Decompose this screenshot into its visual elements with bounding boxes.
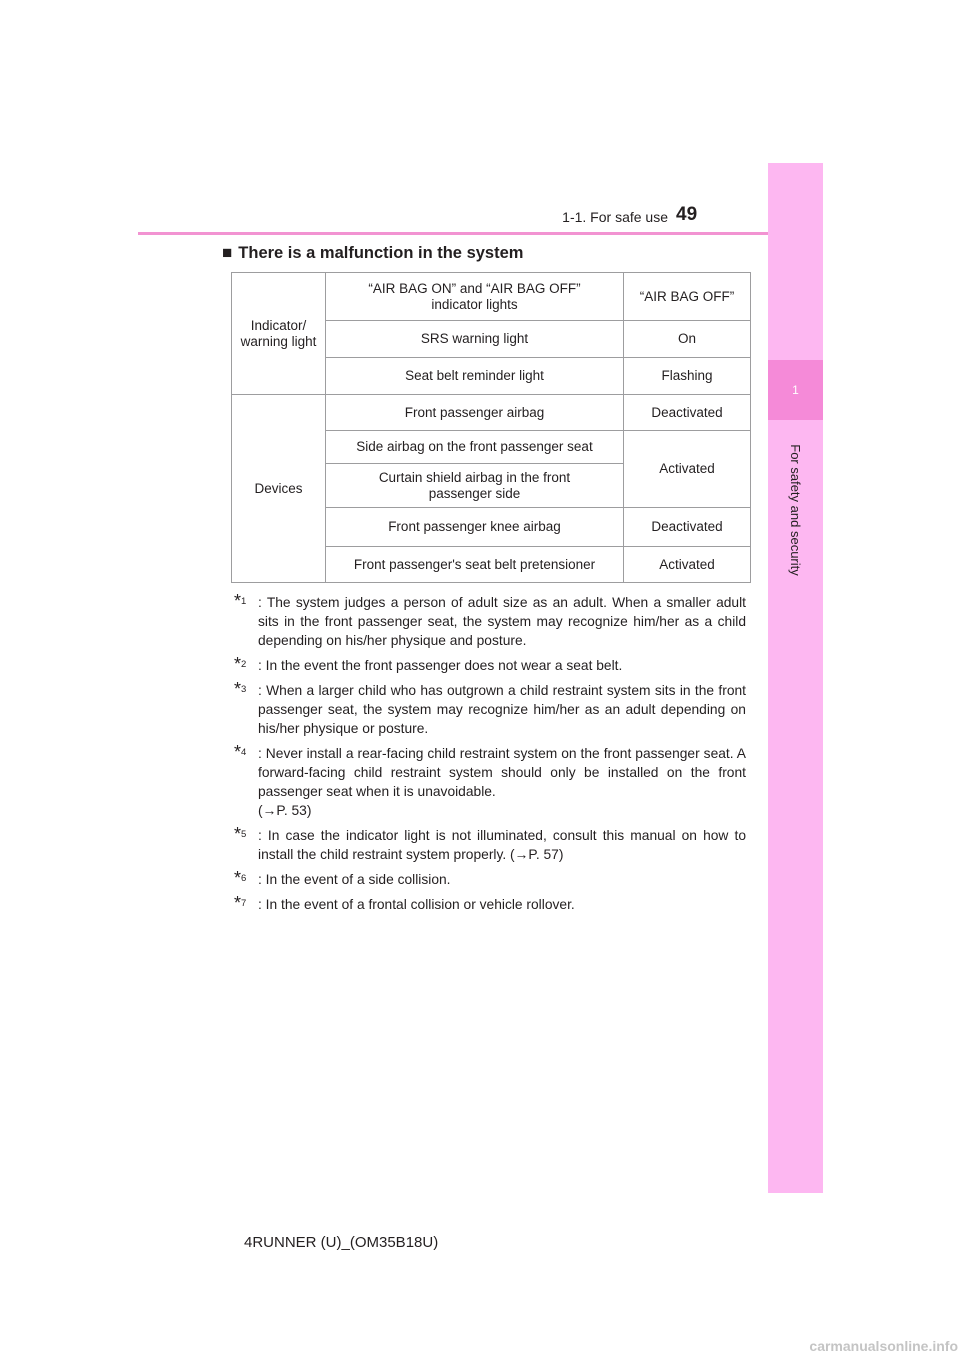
table-cell-item: SRS warning light <box>326 321 624 358</box>
footnotes <box>234 593 746 920</box>
footnote-text: : In case the indicator light is not illuminated, consult this manual on how to install the child restraint system properly. (→P. 57) <box>258 828 746 862</box>
footnote-1 <box>234 593 746 650</box>
chapter-side-tab <box>768 163 823 1193</box>
table-cell-state: Activated <box>624 431 751 508</box>
table-cell-item: Front passenger airbag <box>326 395 624 431</box>
table-row <box>232 273 751 321</box>
table-cell-item: Seat belt reminder light <box>326 358 624 395</box>
indicator-group-label: Indicator/ warning light <box>232 273 326 395</box>
footnote-text: : Never install a rear-facing child restraint system on the front passenger seat. A forward-facing child restraint system should only be installed on the front passenger seat when it is unavoidable. <box>258 746 746 799</box>
chapter-number-tab <box>768 360 823 420</box>
table-cell-item: Front passenger knee airbag <box>326 508 624 547</box>
chapter-title: For safety and security <box>788 444 803 576</box>
footnote-marker: *$^3$ <box>234 679 247 699</box>
table-cell-state: “AIR BAG OFF” <box>624 273 751 321</box>
footnote-marker: *$^5$ <box>234 824 247 844</box>
section-label: 1-1. For safe use <box>562 209 668 225</box>
footnote-marker: *$^7$ <box>234 893 247 913</box>
table-cell-item: Side airbag on the front passenger seat <box>326 431 624 464</box>
table-cell-state: Activated <box>624 547 751 583</box>
section-heading <box>222 243 742 263</box>
table-cell-state: On <box>624 321 751 358</box>
footnote-4 <box>234 744 746 801</box>
footnote-text: : When a larger child who has outgrown a child restraint system sits in the front passenger seat, the system may recognize him/her as an adult depending on his/her physique or posture. <box>258 683 746 736</box>
footnote-text: : The system judges a person of adult size as an adult. When a smaller adult sits in the front passenger seat, the system may recognize him/her as a child depending on his/her physique and posture. <box>258 595 746 648</box>
footnote-marker: *$^1$ <box>234 591 247 611</box>
page-number: 49 <box>676 204 698 225</box>
footnote-text: : In the event of a frontal collision or vehicle rollover. <box>258 897 575 912</box>
footnote-3 <box>234 681 746 738</box>
table-cell-state: Deactivated <box>624 395 751 431</box>
header-rule <box>138 232 822 235</box>
footnote-6 <box>234 870 746 889</box>
chapter-number: 1 <box>792 383 799 397</box>
footnote-5 <box>234 826 746 864</box>
table-row <box>232 395 751 431</box>
footnote-7 <box>234 895 746 914</box>
square-bullet-icon: ■ <box>222 243 233 262</box>
footnote-marker: *$^2$ <box>234 654 247 674</box>
table-cell-state: Flashing <box>624 358 751 395</box>
malfunction-status-table <box>231 272 751 583</box>
table-cell-item: Curtain shield airbag in the front passenger side <box>326 464 624 508</box>
watermark: carmanualsonline.info <box>809 1338 958 1354</box>
section-heading-text: There is a malfunction in the system <box>238 243 524 262</box>
footnote-text: : In the event the front passenger does not wear a seat belt. <box>258 658 623 673</box>
table-cell-state: Deactivated <box>624 508 751 547</box>
footnote-text: : In the event of a side collision. <box>258 872 451 887</box>
page-reference-link[interactable]: (→P. 53) <box>258 803 312 818</box>
footnote-marker: *$^4$ <box>234 742 247 762</box>
devices-group-label: Devices <box>232 395 326 583</box>
footnote-2 <box>234 656 746 675</box>
table-cell-item: Front passenger's seat belt pretensioner <box>326 547 624 583</box>
table-cell-item: “AIR BAG ON” and “AIR BAG OFF” indicator lights <box>326 273 624 321</box>
model-code-footer: 4RUNNER (U)_(OM35B18U) <box>244 1234 439 1251</box>
footnote-marker: *$^6$ <box>234 868 247 888</box>
